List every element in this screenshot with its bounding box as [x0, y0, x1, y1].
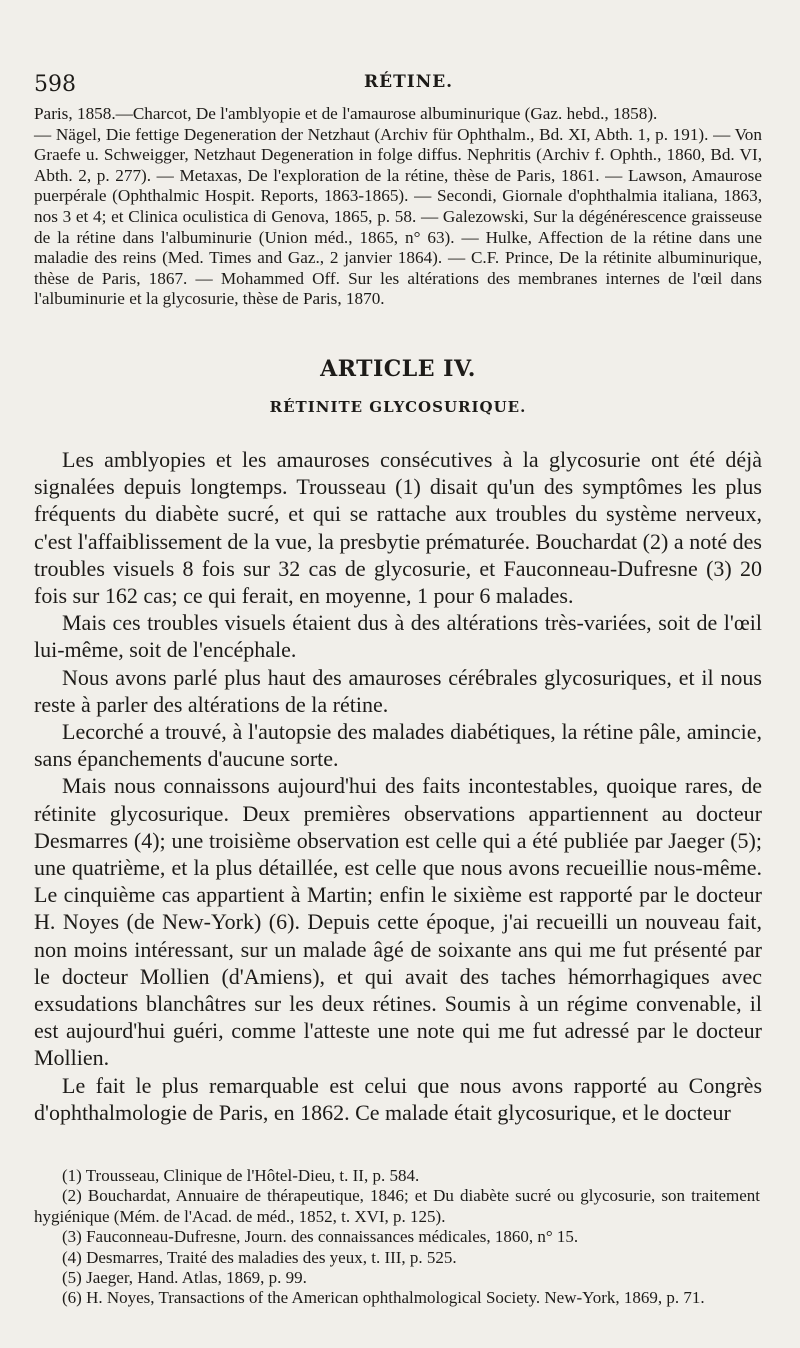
body-paragraph: Le fait le plus remarquable est celui que nous avons rapporté au Congrès d'ophthalmologie de Paris, en 1862. Ce malade était glycosurique, et le docteur [34, 1072, 762, 1125]
footnote: (4) Desmarres, Traité des maladies des yeux, t. III, p. 525. [62, 1247, 457, 1267]
footnote: (1) Trousseau, Clinique de l'Hôtel-Dieu, t. II, p. 584. [62, 1166, 420, 1185]
page-number: 598 [34, 72, 76, 97]
article-heading: ARTICLE IV. [320, 355, 476, 382]
body-paragraph: Nous avons parlé plus haut des amauroses cérébrales glycosuriques, et il nous reste à parler des altérations de la rétine. [34, 664, 762, 717]
article-body [34, 446, 762, 1126]
page-header [34, 70, 762, 100]
body-paragraph: Mais nous connaissons aujourd'hui des faits incontestables, quoique rares, de rétinite glycosurique. Deux premières observations appartiennent au docteur Desmarres (4); une troisième observation est celle qui a été publiée par Jaeger (5); une quatrième, et la plus détaillée, est celle que nous avons recueillie nous-même. Le cinquième cas appartient à Martin; enfin le sixième est rapporté par le docteur H. Noyes (de New-York) (6). Depuis cette époque, j'ai recueilli un nouveau fait, non moins intéressant, sur un malade âgé de soixante ans qui me fut présenté par le docteur Mollien (d'Amiens), et qui avait des taches hémorrhagiques avec exsudations blanchâtres sur les deux rétines. Soumis à un régime convenable, il est aujourd'hui guéri, comme l'atteste une note qui me fut adressé par le docteur Mollien. [34, 773, 762, 1071]
running-title: RÉTINE. [364, 72, 454, 92]
footnote: (2) Bouchardat, Annuaire de thérapeutique, 1846; et Du diabète sucré ou glycosurie, son traitement hygiénique (Mém. de l'Acad. de méd., 1852, t. XVI, p. 125). [34, 1186, 760, 1226]
bibliography-block [34, 104, 762, 310]
footnotes [34, 1166, 760, 1309]
body-paragraph: Mais ces troubles visuels étaient dus à des altérations très-variées, soit de l'œil lui-même, soit de l'encéphale. [34, 610, 762, 663]
footnote: (5) Jaeger, Hand. Atlas, 1869, p. 99. [62, 1268, 307, 1288]
bibliography-entry: Paris, 1858.—Charcot, De l'amblyopie et de l'amaurose albuminurique (Gaz. hebd., 1858). [34, 104, 658, 123]
body-paragraph: Les amblyopies et les amauroses consécutives à la glycosurie ont été déjà signalées depuis longtemps. Trousseau (1) disait qu'un des symptômes les plus fréquents du diabète sucré, et qui se rattache aux troubles du système nerveux, c'est l'affaiblissement de la vue, la presbytie prématurée. Bouchardat (2) a noté des troubles visuels 8 fois sur 32 cas de glycosurie, et Fauconneau-Dufresne (3) 20 fois sur 162 cas; ce qui ferait, en moyenne, 1 pour 6 malades. [34, 446, 762, 608]
footnote: (3) Fauconneau-Dufresne, Journ. des connaissances médicales, 1860, n° 15. [62, 1227, 579, 1247]
section-heading: RÉTINITE GLYCOSURIQUE. [269, 397, 527, 416]
body-paragraph: Lecorché a trouvé, à l'autopsie des malades diabétiques, la rétine pâle, amincie, sans épanchements d'aucune sorte. [34, 718, 762, 772]
footnote: (6) H. Noyes, Transactions of the American ophthalmological Society. New-York, 1869, p. 71. [62, 1288, 705, 1308]
bibliography-entry: — Nägel, Die fettige Degeneration der Netzhaut (Archiv für Ophthalm., Bd. XI, Abth. 1, p. 191). — Von Graefe u. Schweigger, Netzhaut Degeneration in folge diffus. Nephritis (Archiv f. Ophth., 1860, Bd. VI, Abth. 2, p. 277). — Metaxas, De l'exploration de la rétine, thèse de Paris, 1861. — Lawson, Amaurose puerpérale (Ophthalmic Hospit. Reports, 1863-1865). — Secondi, Giornale d'ophthalmia italiana, 1863, nos 3 et 4; et Clinica oculistica di Genova, 1865, p. 58. — Galezowski, Sur la dégénérescence graisseuse de la rétine dans l'albuminurie (Union méd., 1865, n° 63). — Hulke, Affection de la rétine dans une maladie des reins (Med. Times and Gaz., 2 janvier 1864). — C.F. Prince, De la rétinite albuminurique, thèse de Paris, 1867. — Mohammed Off. Sur les altérations des membranes internes de l'œil dans l'albuminurie et la glycosurie, thèse de Paris, 1870. [34, 124, 762, 309]
